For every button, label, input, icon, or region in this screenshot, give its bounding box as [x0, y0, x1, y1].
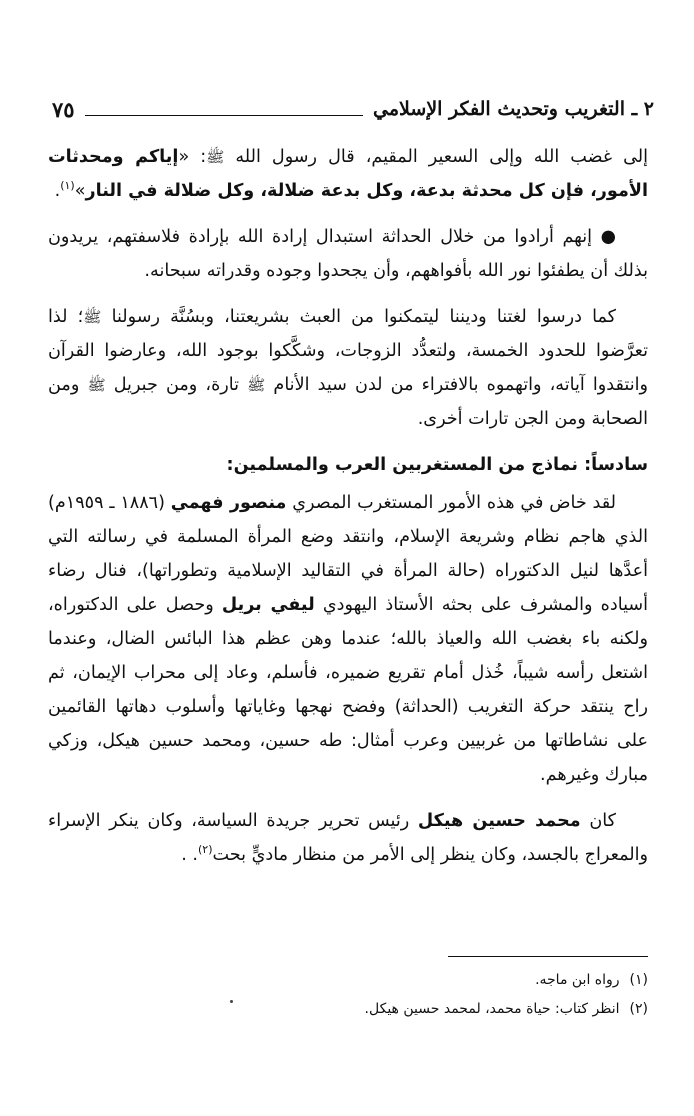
text-run: إلى غضب الله وإلى السعير المقيم، قال رسول الله	[235, 147, 649, 167]
section-heading: سادساً: نماذج من المستغربين العرب والمسلمين:	[226, 455, 648, 475]
chapter-title: ٢ ـ التغريب وتحديث الفكر الإسلامي	[373, 98, 654, 120]
text-run: لقد خاض في هذه الأمور المستغرب المصري	[292, 493, 617, 513]
footnote-ref-2[interactable]: (٢)	[197, 843, 213, 857]
text-run: كان	[589, 811, 616, 831]
text-run: : «	[178, 147, 207, 167]
body-text	[48, 140, 648, 872]
paragraph-sharia	[48, 300, 648, 436]
footnote-item	[48, 995, 648, 1024]
footnote-separator	[448, 956, 648, 957]
hadith-quote: إياكم ومحدثات الأمور، فإن كل محدثة بدعة، وكل بدعة ضلالة، وكل ضلالة في النار	[48, 147, 648, 201]
paragraph-mansour-fahmy	[48, 486, 648, 792]
salawat-glyph: ﷺ	[247, 376, 266, 394]
footnote-number: (١)	[629, 972, 648, 988]
text-run: .	[54, 181, 61, 201]
footnote-ref-1[interactable]: (١)	[60, 179, 75, 193]
text-run: ؛ لذا تعرَّضوا للحدود الخمسة، ولتعدُّد الزوجات، وشكَّكوا بوجود الله، وعارضوا القرآن وانتقدوا آياته، واتهموه بالافتراء من لدن سيد الأنام	[48, 307, 648, 395]
footnotes	[48, 966, 648, 1024]
salawat-glyph: ﷺ	[87, 376, 106, 394]
salawat-glyph: ﷺ	[83, 308, 102, 326]
text-run: »	[74, 181, 86, 201]
page-number: ٧٥	[52, 96, 75, 122]
print-speck	[230, 1000, 233, 1003]
text-run: تارة، ومن جبريل	[113, 375, 240, 395]
footnote-item	[48, 966, 648, 995]
footnote-text: انظر كتاب: حياة محمد، لمحمد حسين هيكل.	[364, 1001, 620, 1017]
text-run: رئيس تحرير جريدة السياسة، وكان ينكر الإسراء والمعراج بالجسد، وكان ينظر إلى الأمر من منظار ماديٍّ بحت	[48, 811, 648, 865]
bold-name: محمد حسين هيكل	[417, 811, 581, 831]
bold-name: ليفي بريل	[221, 595, 315, 615]
paragraph-haykal	[48, 804, 648, 872]
salawat-glyph: ﷺ	[206, 148, 225, 166]
text-run: ومن الصحابة ومن الجن تارات أخرى.	[48, 375, 648, 429]
text-run: وحصل على الدكتوراه، ولكنه باء بغضب الله والعياذ بالله؛ عندما وهن عظم هذا البائس الضال، وعندما اشتعل رأسه شيباً، خُذل أمام تقريع ضميره، فأسلم، وعاد إلى محراب الإيمان، ثم راح ينتقد حركة التغريب (الحداثة) وفضح نهجها وغاياتها وأسلوب دهاتها القائمين على نشاطاتها من غربيين وعرب أمثال: طه حسين، ومحمد حسين هيكل، وزكي مبارك وغيرهم.	[48, 595, 648, 785]
running-header	[52, 92, 654, 126]
paragraph-hadith	[48, 140, 648, 208]
footnote-text: رواه ابن ماجه.	[535, 972, 620, 988]
footnote-number: (٢)	[629, 1001, 648, 1017]
header-rule	[85, 115, 363, 116]
text-run: (١٨٨٦ ـ ١٩٥٩م) الذي هاجم نظام وشريعة الإسلام، وانتقد وضع المرأة المسلمة في رسالته التي أعدَّها لنيل الدكتوراه (حالة المرأة في التقاليد الإسلامية وتطوراتها)، فنال رضاء أسياده والمشرف على بحثه الأستاذ اليهودي	[48, 493, 649, 615]
paragraph-modernity: ● إنهم أرادوا من خلال الحداثة استبدال إرادة الله بإرادة فلاسفتهم، يريدون بذلك أن يطفئوا نور الله بأفواههم، وأن يجحدوا وجوده وقدراته سبحانه.	[48, 227, 648, 281]
text-run: . .	[181, 845, 198, 865]
bold-name: منصور فهمي	[170, 493, 287, 513]
text-run: كما درسوا لغتنا وديننا ليتمكنوا من العبث بشريعتنا، وبسُنَّة رسولنا	[111, 307, 616, 327]
